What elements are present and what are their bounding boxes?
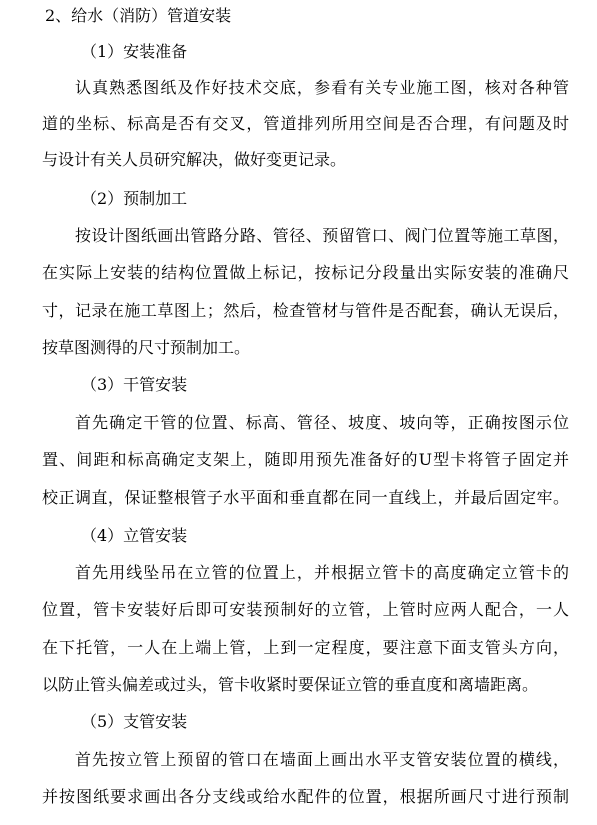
subsection-heading: （4）立管安装 [81,526,188,545]
paragraph-line: 校正调直，保证整根管子水平面和垂直都在同一直线上，并最后固定牢。 [42,488,569,507]
section-title: 2、给水（消防）管道安装 [45,6,232,25]
subsection-heading: （2）预制加工 [81,189,188,208]
paragraph-line: 置、间距和标高确定支架上，随即用预先准备好的U型卡将管子固定并 [42,450,569,469]
paragraph-line: 首先确定干管的位置、标高、管径、坡度、坡向等，正确按图示位 [75,413,569,432]
subsection-heading: （1）安装准备 [81,42,188,61]
paragraph-line: 以防止管头偏差或过头，管卡收紧时要保证立管的垂直度和离墙距离。 [42,675,539,694]
subsection-heading: （3）干管安装 [81,375,188,394]
paragraph-line: 与设计有关人员研究解决，做好变更记录。 [42,150,347,169]
paragraph-line: 在下托管，一人在上端上管，上到一定程度，要注意下面支管头方向， [42,638,569,657]
paragraph-line: 认真熟悉图纸及作好技术交底，参看有关专业施工图，核对各种管 [75,78,569,97]
paragraph-line: 并按图纸要求画出各分支线或给水配件的位置，根据所画尺寸进行预制 [42,787,569,806]
paragraph-line: 首先按立管上预留的管口在墙面上画出水平支管安装位置的横线， [75,750,569,769]
paragraph-line: 首先用线坠吊在立管的位置上，并根据立管卡的高度确定立管卡的 [75,563,569,582]
paragraph-line: 在实际上安装的结构位置做上标记，按标记分段量出实际安装的准确尺 [42,263,569,282]
paragraph-line: 道的坐标、标高是否有交叉，管道排列所用空间是否合理，有问题及时 [42,114,569,133]
paragraph-line: 按草图测得的尺寸预制加工。 [42,338,251,357]
paragraph-line: 按设计图纸画出管路分路、管径、预留管口、阀门位置等施工草图， [75,226,569,245]
paragraph-line: 寸，记录在施工草图上；然后，检查管材与管件是否配套，确认无误后， [42,301,569,320]
subsection-heading: （5）支管安装 [81,712,188,731]
paragraph-line: 位置，管卡安装好后即可安装预制好的立管，上管时应两人配合，一人 [42,600,569,619]
